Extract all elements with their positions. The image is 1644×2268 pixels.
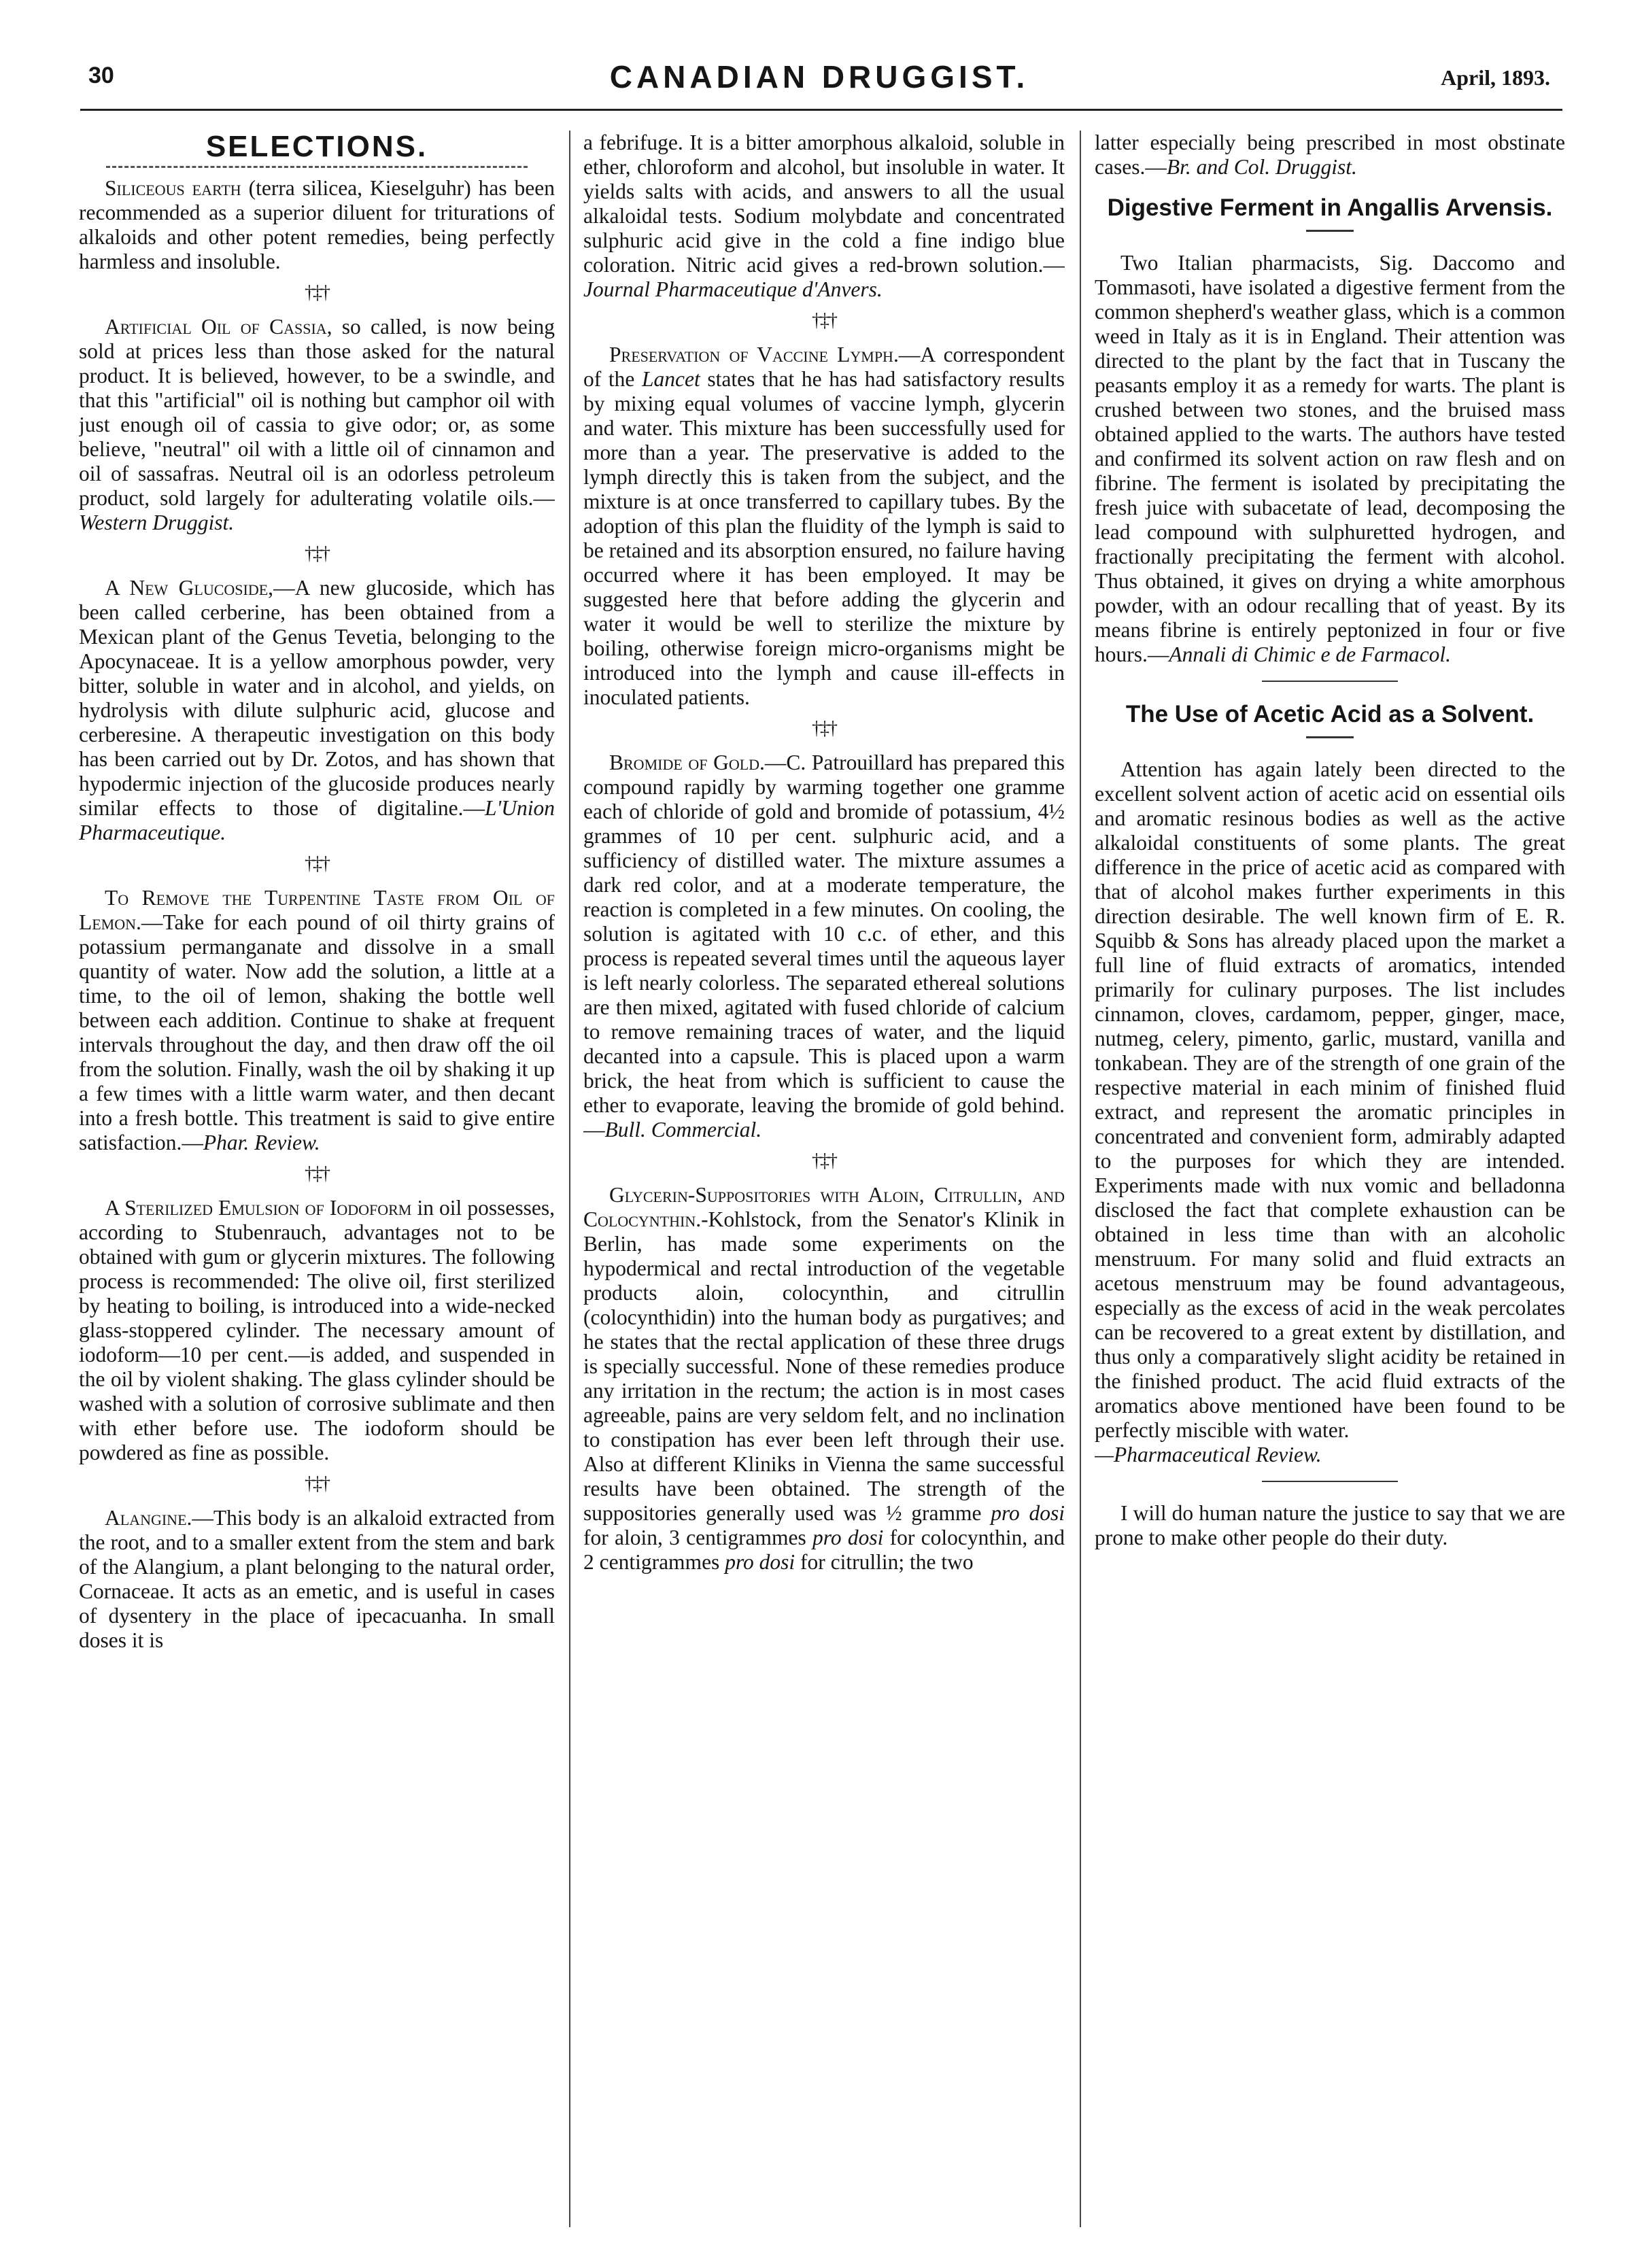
- article-oil-of-cassia: [79, 315, 555, 535]
- article-new-glucoside: [79, 576, 555, 845]
- article-source-line: [1095, 1443, 1565, 1467]
- article-source: Journal Pharmaceutique d'Anvers.: [583, 277, 883, 301]
- article-source: Annali di Chimic e de Farmacol.: [1169, 642, 1452, 666]
- article-body: for colocynthin, and 2 centigrammes: [583, 1526, 1065, 1574]
- journal-name: Lancet: [641, 367, 700, 391]
- article-body: so called, is now being sold at prices less than those asked for the natural product. It is believed, however, to be a swindle, and that this "artificial" oil is nothing but camphor oil with just enough oil of cassia to give odor; or, as some believe, "neutral" oil with a little oil of cinnamon and oil of sassafras. Neutral oil is an odorless petroleum product, sold largely for adulterating volatile oils.—: [79, 315, 555, 510]
- column-3: [1095, 131, 1565, 2241]
- article-source: Br. and Col. Druggist.: [1166, 155, 1357, 179]
- article-body: latter especially being prescribed in most obstinate cases.—: [1095, 131, 1565, 179]
- article-body: -Kohlstock, from the Senator's Klinik in Berlin, has made some experiments on the hypodermical and rectal introduction of the vegetable products aloin, colocynthin, and citrullin (colocynthidin) into the human body as purgatives; and he states that the rectal application of these three drugs is specially successful. None of these remedies produce any irritation in the rectum; the action is in most cases agreeable, pains are very seldom felt, and no inclination to constipation has ever been left through their use. Also at different Kliniks in Vienna the same successful results have been obtained. The strength of the suppositories generally used was ½ gramme: [583, 1207, 1065, 1525]
- article-lead: A New Glucoside,: [105, 576, 274, 600]
- column-divider-2: [1080, 131, 1081, 2227]
- article-suppositories-continued: [1095, 131, 1565, 179]
- section-title: SELECTIONS.: [205, 131, 428, 163]
- article-lead: Artificial Oil of Cassia,: [105, 315, 332, 339]
- article-alangine: [79, 1506, 555, 1653]
- article-siliceous-earth: [79, 176, 555, 274]
- article-iodoform-emulsion: [79, 1196, 555, 1465]
- section-title-rule: [106, 166, 528, 168]
- article-lead: To Remove the Turpentine Taste from Oil of Lemon.: [79, 886, 555, 934]
- article-source: L'Union Pharmaceutique.: [79, 796, 555, 844]
- article-source: Phar. Review.: [203, 1131, 320, 1154]
- page-header: [88, 59, 1550, 103]
- article-source: Western Druggist.: [79, 511, 235, 534]
- header-rule: [80, 109, 1562, 111]
- column-divider-1: [569, 131, 570, 2227]
- article-glycerin-suppositories: [583, 1183, 1065, 1575]
- masthead-title: CANADIAN DRUGGIST.: [609, 59, 1029, 94]
- article-body: in oil possesses, according to Stubenrauch, advantages not to be obtained with gum or glycerin mixtures. The following process is recommended: The olive oil, first sterilized by heating to boiling, is introduced into a wide-necked glass-stoppered cylinder. The necessary amount of iodoform—10 per cent.—is added, and suspended in the oil by violent shaking. The glass cylinder should be washed with a solution of corrosive sublimate and then with ether before use. The iodoform should be powdered as fine as possible.: [79, 1196, 555, 1464]
- article-body: —C. Patrouillard has prepared this compound rapidly by warming together one gramme each of chloride of gold and bromide of potassium, 4½ grammes of 10 per cent. sulphuric acid, and a sufficiency of distilled water. The mixture assumes a dark red color, and at a moderate temperature, the reaction is completed in a few minutes. On cooling, the solution is agitated with 10 c.c. of ether, and this process is repeated several times until the aqueous layer is left nearly colorless. The separated ethereal solutions are then mixed, agitated with fused chloride of calcium to remove remaining traces of water, and the liquid decanted into a capsule. This is placed upon a warm brick, the heat from which is sufficient to cause the ether to evaporate, leaving the bromide of gold behind.—: [583, 751, 1065, 1141]
- article-alangine-continued: [583, 131, 1065, 302]
- column-1: [79, 131, 555, 2241]
- article-body: for citrullin; the two: [795, 1550, 974, 1574]
- latin-term: pro dosi: [991, 1501, 1065, 1525]
- article-lead: Glycerin-Suppositories with Aloin, Citrullin, and Colocynthin.: [583, 1183, 1065, 1231]
- article-body: states that he has had satisfactory results by mixing equal volumes of vaccine lymph, glycerin and water. This mixture has been successfully used for more than a year. The preservative is added to the lymph directly this is taken from the subject, and the mixture is at once transferred to capillary tubes. By the adoption of this plan the fluidity of the lymph is said to be retained and its absorption ensured, no failure having occurred where it has been employed. It may be suggested here that before adding the glycerin and water it would be well to sterilize the mixture by boiling, otherwise foreign micro-organisms might be introduced into the lymph and cause ill-effects in inoculated patients.: [583, 367, 1065, 709]
- article-body: —This body is an alkaloid extracted from the root, and to a smaller extent from the stem and bark of the Alangium, a plant belonging to the natural order, Cornaceae. It acts as an emetic, and is useful in cases of dysentery in the place of ipecacuanha. In small doses it is: [79, 1506, 555, 1652]
- article-title-acetic-acid: The Use of Acetic Acid as a Solvent.: [1125, 701, 1535, 727]
- article-body: —A correspondent of the: [583, 343, 1065, 391]
- article-end-rule: [1262, 1481, 1398, 1482]
- article-body: —Take for each pound of oil thirty grains of potassium permanganate and dissolve in a small quantity of water. Now add the solution, a little at a time, to the oil of lemon, shaking the bottle well between each addition. Continue to shake at frequent intervals throughout the day, and then draw off the oil from the solution. Finally, wash the oil by shaking it up a few times with a little warm water, and then decant into a fresh bottle. This treatment is said to give entire satisfaction.—: [79, 910, 555, 1154]
- closing-quote: I will do human nature the justice to say that we are prone to make other people do their duty.: [1095, 1501, 1565, 1549]
- ornament-divider: †‡†: [812, 1150, 836, 1171]
- article-lead: A Sterilized Emulsion of Iodoform: [105, 1196, 412, 1220]
- article-source: —Pharmaceutical Review.: [1095, 1443, 1322, 1466]
- article-body: for aloin, 3 centigrammes: [583, 1526, 813, 1549]
- article-digestive-ferment: [1095, 251, 1565, 667]
- ornament-divider: †‡†: [812, 718, 836, 739]
- article-source: Bull. Commercial.: [604, 1118, 762, 1141]
- latin-term: pro dosi: [812, 1526, 884, 1549]
- article-lead: Bromide of Gold.: [609, 751, 765, 774]
- article-body: Two Italian pharmacists, Sig. Daccomo and Tommasoti, have isolated a digestive ferment from the common shepherd's weather glass, which is a common weed in Italy as it is in England. Their attention was directed to the plant by the fact that in Tuscany the peasants employ it as a remedy for warts. The plant is crushed between two stones, and the bruised mass obtained applied to the warts. The authors have tested and confirmed its solvent action on raw flesh and on fibrine. The ferment is isolated by precipitating the fresh juice with subacetate of lead, decomposing the lead compound with sulphuretted hydrogen, and fractionally precipitating the ferment with alcohol. Thus obtained, it gives on drying a white amorphous powder, with an odour recalling that of yeast. By its means fibrine is entirely peptonized in four or five hours.—: [1095, 251, 1565, 666]
- article-lead: Preservation of Vaccine Lymph.: [609, 343, 899, 366]
- page-number: 30: [88, 63, 114, 88]
- ornament-divider: †‡†: [305, 282, 329, 303]
- issue-date: April, 1893.: [1441, 65, 1550, 90]
- article-lead: Alangine.: [105, 1506, 192, 1530]
- article-title-digestive-ferment: Digestive Ferment in Angallis Arvensis.: [1107, 194, 1553, 221]
- article-lead: Siliceous earth: [105, 176, 241, 200]
- column-2: [583, 131, 1065, 2241]
- article-end-rule: [1262, 681, 1398, 682]
- article-body: a febrifuge. It is a bitter amorphous alkaloid, soluble in ether, chloroform and alcohol, but insoluble in water. It yields salts with acids, and answers to all the usual alkaloidal tests. Sodium molybdate and concentrated sulphuric acid give in the cold a fine indigo blue coloration. Nitric acid gives a red-brown solution.—: [583, 131, 1065, 277]
- article-acetic-acid: [1095, 757, 1565, 1443]
- title-rule: [1306, 736, 1354, 738]
- ornament-divider: †‡†: [305, 853, 329, 874]
- ornament-divider: †‡†: [305, 543, 329, 564]
- article-bromide-of-gold: [583, 751, 1065, 1142]
- ornament-divider: †‡†: [305, 1473, 329, 1494]
- article-vaccine-lymph: [583, 343, 1065, 710]
- title-rule: [1306, 230, 1354, 232]
- latin-term: pro dosi: [725, 1550, 795, 1574]
- article-turpentine-taste: [79, 886, 555, 1155]
- article-body: (terra silicea, Kieselguhr) has been recommended as a superior diluent for triturations of alkaloids and other potent remedies, being perfectly harmless and insoluble.: [79, 176, 555, 273]
- ornament-divider: †‡†: [812, 310, 836, 331]
- article-body: —A new glucoside, which has been called cerberine, has been obtained from a Mexican plant of the Genus Tevetia, belonging to the Apocynaceae. It is a yellow amorphous powder, very bitter, soluble in water and in alcohol, and yields, on hydrolysis with dilute sulphuric acid, glucose and cerberesine. A therapeutic investigation on this body has been carried out by Dr. Zotos, and has shown that hypodermic injection of the glucoside produces nearly similar effects to those of digitaline.—: [79, 576, 555, 820]
- article-body: Attention has again lately been directed to the excellent solvent action of acetic acid on essential oils and aromatic resinous bodies as well as the active alkaloidal constituents of some plants. The great difference in the price of acetic acid as compared with that of alcohol makes further experiments in this direction desirable. The well known firm of E. R. Squibb & Sons has already placed upon the market a full line of fluid extracts of aromatics, intended primarily for culinary purposes. The list includes cinnamon, cloves, cardamom, pepper, ginger, mace, nutmeg, celery, pimento, garlic, mustard, vanilla and tonkabean. They are of the strength of one grain of the respective material in each minim of finished fluid extract, and represent the aromatic principles in concentrated and convenient form, admirably adapted to the purposes for which they are intended. Experiments made with nux vomic and belladonna disclosed the fact that complete exhaustion can be obtained in less time than with an alcoholic menstruum. For many solid and fluid extracts an acetous menstruum may be found advantageous, especially as the excess of acid in the weak percolates can be recovered to a great extent by distillation, and thus only a comparatively slight acidity be retained in the finished product. The acid fluid extracts of the aromatics above mentioned have been found to be perfectly miscible with water.: [1095, 757, 1565, 1442]
- ornament-divider: †‡†: [305, 1163, 329, 1184]
